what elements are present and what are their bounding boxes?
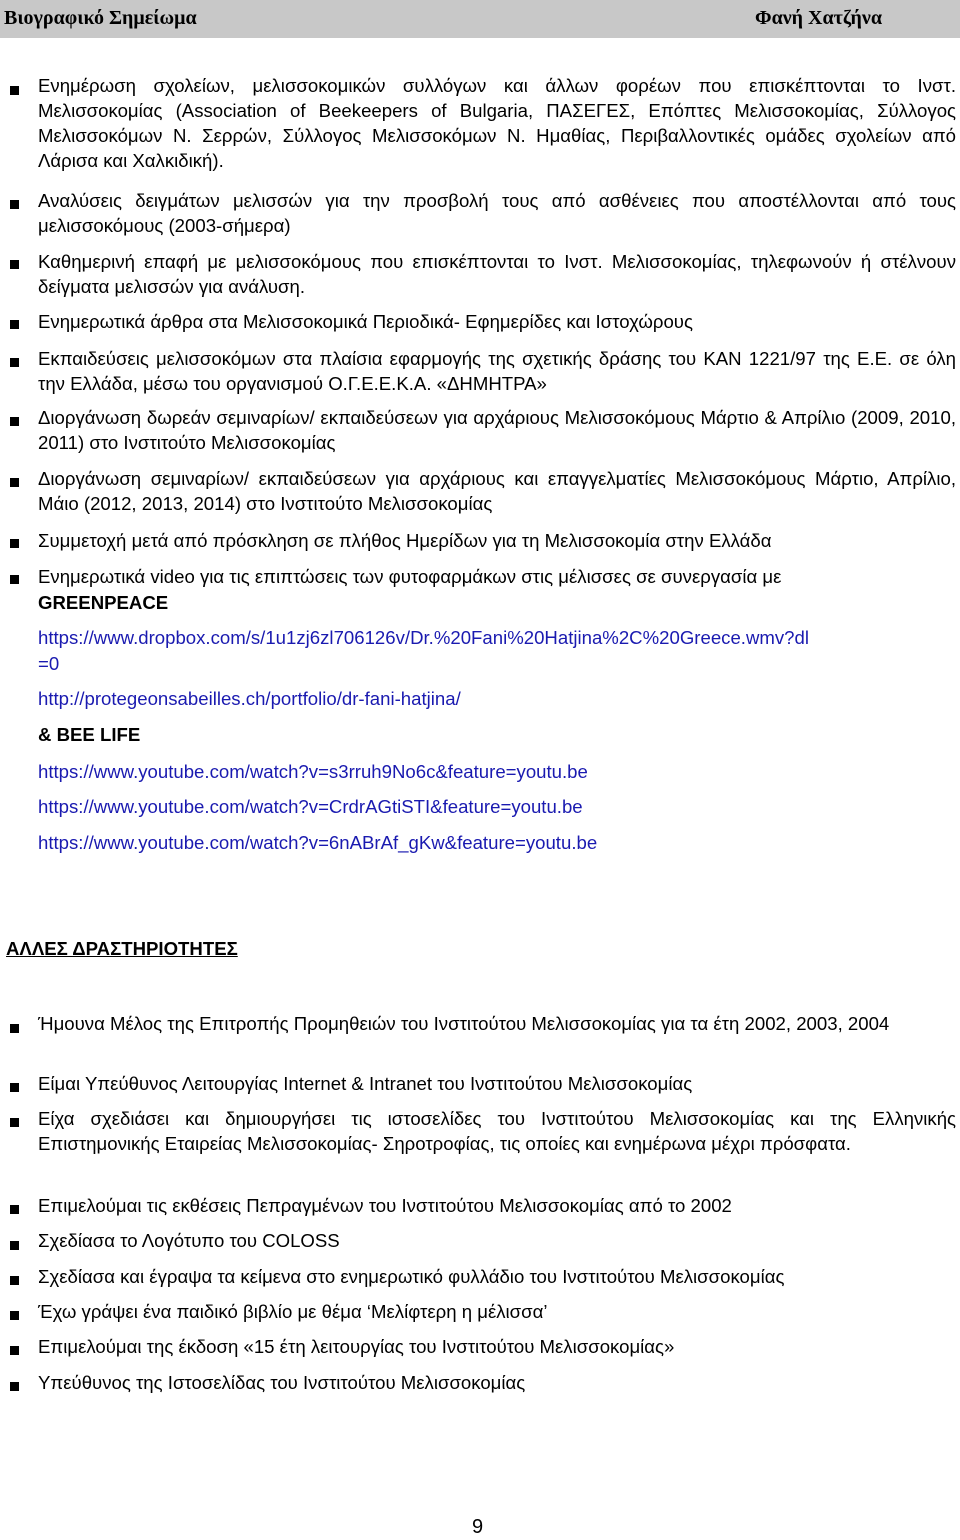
bullet-icon [10,200,19,209]
bullet-icon [10,1311,19,1320]
bullet-icon [10,320,19,329]
bullet-icon [10,539,19,548]
list-item: Είμαι Υπεύθυνος Λειτουργίας Internet & Intranet του Ινστιτούτου Μελισσοκομίας [38,1073,693,1094]
list-item: Ενημερωτικά άρθρα στα Μελισσοκομικά Περιοδικά- Εφημερίδες και Ιστοχώρους [38,311,693,332]
list-item: Σχεδίασα το Λογότυπο του COLOSS [38,1230,340,1251]
list-item: Ήμουνα Μέλος της Επιτροπής Προμηθειών του Ινστιτούτου Μελισσοκομίας για τα έτη 2002, 2003, 2004 [38,1013,890,1034]
beelife-label: & BEE LIFE [38,724,141,745]
list-item: Έχω γράψει ένα παιδικό βιβλίο με θέμα ‘Μελίφτερη η μέλισσα’ [38,1301,548,1322]
list-item: Επιμελούμαι τις εκθέσεις Πεπραγμένων του Ινστιτούτου Μελισσοκομίας από το 2002 [38,1195,732,1216]
bullet-icon [10,478,19,487]
bullet-icon [10,1241,19,1250]
bullet-icon [10,86,19,95]
list-item: Διοργάνωση σεμιναρίων/ εκπαιδεύσεων για αρχάριους και επαγγελματίες Μελισσοκόμους Μάρτιο, Απρίλιο, Μάιο (2012, 2013, 2014) στο Ινστιτούτο Μελισσοκομίας [38,468,956,514]
page-number: 9 [472,1516,484,1538]
youtube-link-3[interactable]: https://www.youtube.com/watch?v=6nABrAf_gKw&feature=youtu.be [38,832,598,853]
list-item: Σχεδίασα και έγραψα τα κείμενα στο ενημερωτικό φυλλάδιο του Ινστιτούτου Μελισσοκομίας [38,1266,785,1287]
bullet-icon [10,1276,19,1285]
author-name: Φανή Χατζήνα [754,7,882,29]
list-item: Ενημέρωση σχολείων, μελισσοκομικών συλλόγων και άλλων φορέων που επισκέπτονται το Ινστ. Μελισσοκομίας (Association of Beekeepers of Bulgaria, ΠΑΣΕΓΕΣ, Επόπτες Μελισσοκομίας, Σύλλογος Μελισσοκόμων Ν. Σερρών, Σύλλογος Μελισσοκόμων Ν. Ημαθίας, Περιβαλλοντικές ομάδες σχολείων από Λάρισα και Χαλκιδική). [38,75,956,171]
list-item: Επιμελούμαι της έκδοση «15 έτη λειτουργίας του Ινστιτούτου Μελισσοκομίας» [38,1336,675,1357]
youtube-link-2[interactable]: https://www.youtube.com/watch?v=CrdrAGtiSTI&feature=youtu.be [38,796,583,817]
dropbox-link-continued[interactable]: =0 [38,653,60,674]
bullet-icon [10,575,19,584]
document-title: Βιογραφικό Σημείωμα [4,7,197,29]
list-item: Συμμετοχή μετά από πρόσκληση σε πλήθος Ημερίδων για τη Μελισσοκομία στην Ελλάδα [38,530,772,551]
bullet-icon [10,1024,19,1033]
bullet-icon [10,358,19,367]
youtube-link-1[interactable]: https://www.youtube.com/watch?v=s3rruh9No6c&feature=youtu.be [38,761,588,782]
section-heading: ΑΛΛΕΣ ΔΡΑΣΤΗΡΙΟΤΗΤΕΣ [6,938,238,959]
bullet-icon [10,1205,19,1214]
bullet-icon [10,1118,19,1127]
list-item: Ενημερωτικά video για τις επιπτώσεις των φυτοφαρμάκων στις μέλισσες σε συνεργασία με [38,566,782,587]
list-item: Είχα σχεδιάσει και δημιουργήσει τις ιστοσελίδες του Ινστιτούτου Μελισσοκομίας και της Ελληνικής Επιστημονικής Εταιρείας Μελισσοκομίας- Σηροτροφίας, τις οποίες και ενημέρωνα μέχρι πρόσφατα. [38,1108,956,1154]
list-item: Υπεύθυνος της Ιστοσελίδας του Ινστιτούτου Μελισσοκομίας [38,1372,526,1393]
list-item: Αναλύσεις δειγμάτων μελισσών για την προσβολή τους από ασθένειες που αποστέλλονται από τους μελισσοκόμους (2003-σήμερα) [38,190,956,236]
bullet-icon [10,260,19,269]
greenpeace-label: GREENPEACE [38,592,169,613]
page-header [0,0,960,38]
list-item: Καθημερινή επαφή με μελισσοκόμους που επισκέπτονται το Ινστ. Μελισσοκομίας, τηλεφωνούν ή στέλνουν δείγματα μελισσών για ανάλυση. [38,251,956,297]
bullet-icon [10,1346,19,1355]
bullet-icon [10,417,19,426]
bullet-icon [10,1382,19,1391]
list-item: Διοργάνωση δωρεάν σεμιναρίων/ εκπαιδεύσεων για αρχάριους Μελισσοκόμους Μάρτιο & Απρίλιο (2009, 2010, 2011) στο Ινστιτούτο Μελισσοκομίας [38,407,956,453]
list-item: Εκπαιδεύσεις μελισσοκόμων στα πλαίσια εφαρμογής της σχετικής δράσης του ΚΑΝ 1221/97 της Ε.Ε. σε όλη την Ελλάδα, μέσω του οργανισμού Ο.Γ.Ε.Ε.Κ.Α. «ΔΗΜΗΤΡΑ» [38,348,956,394]
protege-link[interactable]: http://protegeonsabeilles.ch/portfolio/dr-fani-hatjina/ [38,688,461,709]
dropbox-link[interactable]: https://www.dropbox.com/s/1u1zj6zl706126v/Dr.%20Fani%20Hatjina%2C%20Greece.wmv?dl [38,627,809,648]
bullet-icon [10,1083,19,1092]
